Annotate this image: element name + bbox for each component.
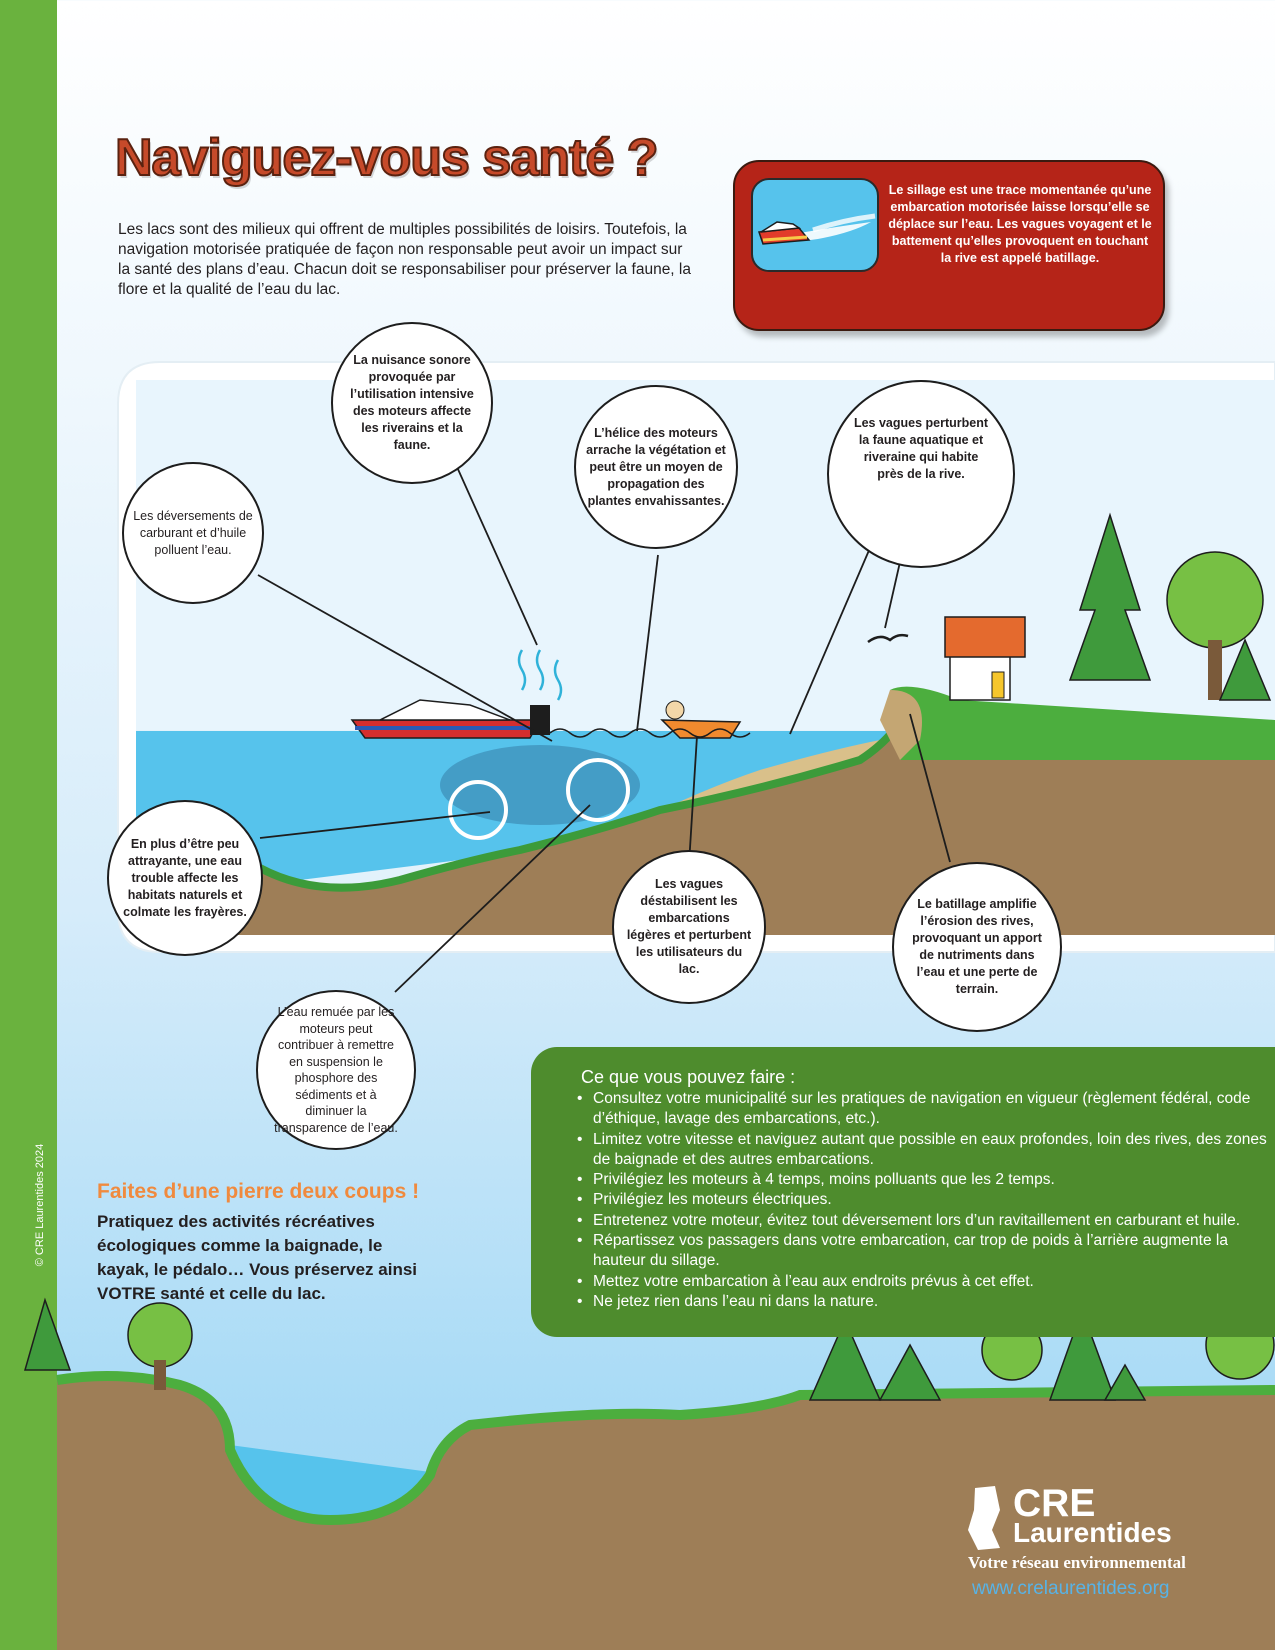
- tip-item: • Entretenez votre moteur, évitez tout déversement lors d’un ravitaillement en carburant et huile.: [581, 1211, 1275, 1231]
- intro-paragraph: Les lacs sont des milieux qui offrent de multiples possibilités de loisirs. Toutefois, la navigation motorisée pratiquée de façon non responsable peut avoir un impact sur la santé des plans d’eau. Chacun doit se responsabiliser pour préserver la faune, la flore et la qualité de l’eau du lac.: [118, 221, 691, 298]
- callout-text: Pratiquez des activités récréatives écologiques comme la baignade, le kayak, le pédalo… Vous préservez ainsi VOTRE santé et celle du lac.: [97, 1212, 418, 1303]
- bubble-propeller-text: L’hélice des moteurs arrache la végétation et peut être un moyen de propagation des plantes envahissantes.: [586, 425, 726, 508]
- bubble-turbid-water: [107, 800, 263, 956]
- bubble-fuel-spill: [122, 462, 264, 604]
- copyright-text: © CRE Laurentides 2024: [34, 1143, 46, 1267]
- bubble-turbid-water-text: En plus d’être peu attrayante, une eau trouble affecte les habitats naturels et colmate les frayères.: [123, 836, 247, 919]
- sillage-definition-text: Le sillage est une trace momentanée qu’une embarcation motorisée laisse lorsqu’elle se déplace sur l’eau. Les vagues voyagent et le battement qu’elles provoquent en touchant la rive est appelé batillage.: [888, 183, 1152, 265]
- tip-item: • Consultez votre municipalité sur les pratiques de navigation en vigueur (règlement fédéral, code d’éthique, lavage des embarcations, etc.).: [581, 1089, 1275, 1130]
- tip-item: • Privilégiez les moteurs à 4 temps, moins polluants que les 2 temps.: [581, 1170, 1275, 1190]
- tip-item: • Privilégiez les moteurs électriques.: [581, 1190, 1275, 1210]
- tip-item: • Répartissez vos passagers dans votre embarcation, car trop de poids à l’arrière augmente la hauteur du sillage.: [581, 1231, 1275, 1272]
- bubble-waves-wildlife-text: Les vagues perturbent la faune aquatique et riveraine qui habite près de la rive.: [853, 416, 989, 481]
- bubble-phosphorus-text: L’eau remuée par les moteurs peut contribuer à remettre en suspension le phosphore des sédiments et à diminuer la transparence de l’eau.: [274, 1005, 398, 1135]
- bubble-erosion: [892, 862, 1062, 1032]
- logo-laurentides: Laurentides: [1013, 1517, 1172, 1548]
- logo-cre: CRE: [1013, 1482, 1096, 1525]
- tip-item: • Mettez votre embarcation à l’eau aux endroits prévus à cet effet.: [581, 1272, 1275, 1292]
- bubble-waves-wildlife: [827, 380, 1015, 568]
- tips-title: Ce que vous pouvez faire :: [581, 1067, 796, 1087]
- tip-item: • Limitez votre vitesse et naviguez autant que possible en eaux profondes, loin des rives, des zones de baignade et des autres embarcations.: [581, 1130, 1275, 1171]
- tips-box: [531, 1047, 1275, 1337]
- tips-list: [567, 1089, 1275, 1312]
- callout-title: Faites d’une pierre deux coups !: [97, 1180, 420, 1203]
- bubble-fuel-spill-text: Les déversements de carburant et d’huile polluent l’eau.: [133, 508, 253, 557]
- bubble-waves-boats-text: Les vagues déstabilisent les embarcations légères et perturbent les utilisateurs du lac.: [626, 877, 752, 976]
- page-title: Naviguez-vous santé ?: [115, 129, 658, 187]
- bubble-noise: [331, 322, 493, 484]
- bubble-erosion-text: Le batillage amplifie l’érosion des rives, provoquant un apport de nutriments dans l’eau et une perte de terrain.: [912, 897, 1042, 996]
- bubble-phosphorus: [256, 990, 416, 1150]
- website-link[interactable]: www.crelaurentides.org: [972, 1578, 1170, 1599]
- bubble-propeller: [574, 385, 738, 549]
- tip-item: • Ne jetez rien dans l’eau ni dans la nature.: [581, 1292, 1275, 1312]
- logo-tagline: Votre réseau environnemental: [968, 1553, 1186, 1572]
- bubble-noise-text: La nuisance sonore provoquée par l’utilisation intensive des moteurs affecte les riverains et la faune.: [350, 353, 474, 452]
- bubble-waves-boats: [612, 850, 766, 1004]
